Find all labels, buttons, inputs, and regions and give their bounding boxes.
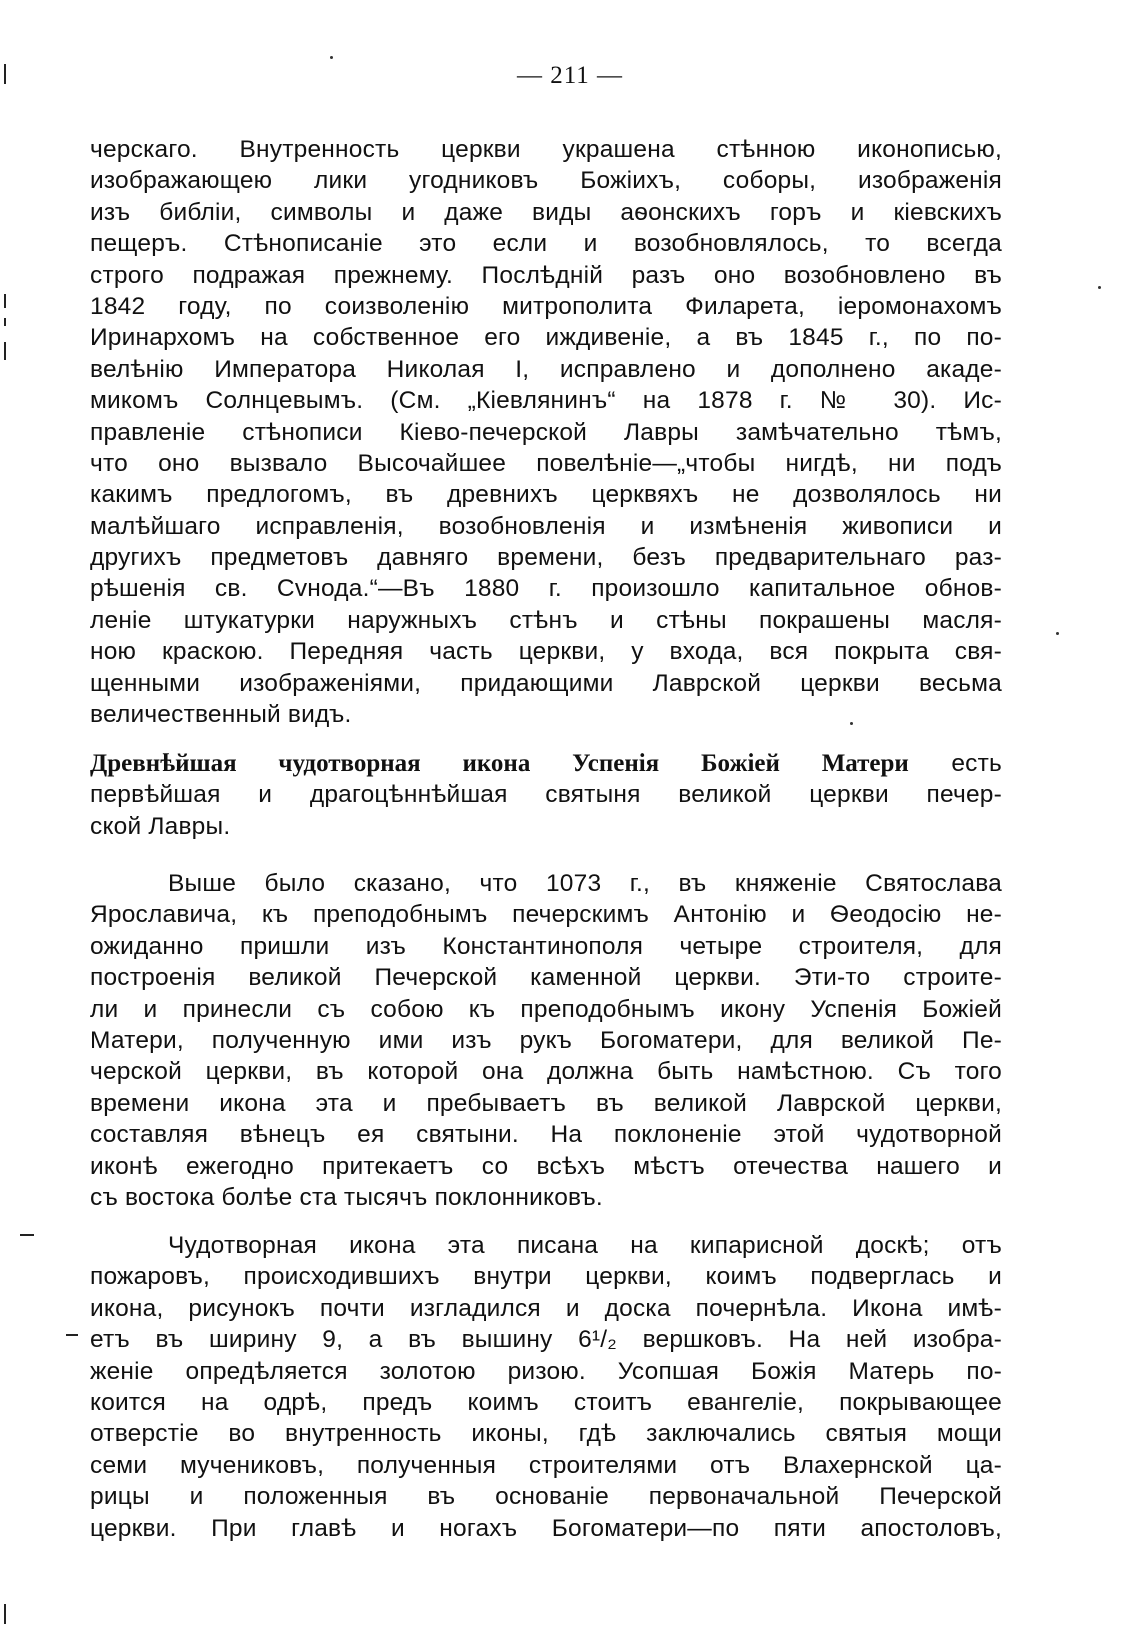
text-line: етъ въ ширину 9, а въ вышину 6¹/₂ вершковъ. На ней изобра- (90, 1326, 1002, 1354)
text-line: коится на одрѣ, предъ коимъ стоитъ евангеліе, покрывающее (90, 1388, 1002, 1416)
text-line: другихъ предметовъ давняго времени, безъ предварительнаго раз- (90, 544, 1002, 572)
scan-dot (1098, 286, 1101, 289)
scan-mark (4, 64, 6, 84)
text-line: рѣшенія св. Сvнода.“—Въ 1880 г. произошло капитальное обнов- (90, 575, 1002, 603)
text-line: ской Лавры. (90, 812, 231, 840)
text-line: пожаровъ, происходившихъ внутри церкви, коимъ подверглась и (90, 1263, 1002, 1291)
text-line: велѣнію Императора Николая I, исправлено и дополнено акаде- (90, 355, 1002, 383)
paragraph-1 (90, 134, 1002, 730)
text-line: семи мучениковъ, полученныя строителями отъ Влахернской ца- (90, 1451, 1002, 1479)
scan-mark (4, 294, 6, 308)
text-line: ожиданно пришли изъ Константинополя четыре строителя, для (90, 932, 1002, 960)
text-line: микомъ Солнцевымъ. (См. „Кіевлянинъ“ на 1878 г. № 30). Ис- (90, 387, 1002, 415)
text-line: изображающею лики угодниковъ Божіихъ, соборы, изображенія (90, 167, 1002, 195)
text-line: черскаго. Внутренность церкви украшена стѣнною иконописью, (90, 136, 1002, 163)
text-line: малѣйшаго исправленія, возобновленія и измѣненія живописи и (90, 512, 1002, 540)
heading-continuation: есть (908, 750, 1003, 777)
text-line: иконѣ ежегодно притекаетъ со всѣхъ мѣстъ отечества нашего и (90, 1152, 1002, 1180)
scan-mark (4, 318, 6, 326)
scan-dot (850, 722, 853, 725)
scan-mark (20, 1234, 34, 1236)
text-line: изъ библіи, символы и даже виды аѳонскихъ горъ и кіевскихъ (90, 198, 1002, 226)
text-line: рицы и положенныя въ основаніе первоначальной Печерской (90, 1483, 1002, 1511)
text-line: построенія великой Печерской каменной церкви. Эти-то строите- (90, 964, 1002, 992)
text-line: Иринархомъ на собственное его иждивеніе, а въ 1845 г., по по- (90, 324, 1002, 352)
text-line: икона, рисунокъ почти изгладился и доска почернѣла. Икона имѣ- (90, 1294, 1002, 1322)
text-line: ною краскою. Передняя часть церкви, у входа, вся покрыта свя- (90, 638, 1002, 666)
text-line (90, 748, 1002, 779)
text-line: отверстіе во внутренность иконы, гдѣ заключались святыя мощи (90, 1420, 1002, 1448)
paragraph-3 (90, 868, 1002, 1213)
text-line: строго подражая прежнему. Послѣдній разъ оно возобновлено въ (90, 261, 1002, 289)
text-line: времени икона эта и пребываетъ въ великой Лаврской церкви, (90, 1089, 1002, 1117)
text-line: Чудотворная икона эта писана на кипарисной доскѣ; отъ (168, 1232, 1002, 1259)
text-line: церкви. При главѣ и ногахъ Богоматери—по пяти апостоловъ, (90, 1514, 1002, 1542)
text-line: какимъ предлогомъ, въ древнихъ церквяхъ не дозволялось ни (90, 481, 1002, 509)
text-line: пещеръ. Стѣнописаніе это если и возобновлялось, то всегда (90, 230, 1002, 258)
scan-dot (330, 56, 333, 59)
text-line: правленіе стѣнописи Кіево-печерской Лавры замѣчательно тѣмъ, (90, 418, 1002, 446)
text-line: леніе штукатурки наружныхъ стѣнъ и стѣны покрашены масля- (90, 606, 1002, 634)
text-line: съ востока болѣе ста тысячъ поклонниковъ. (90, 1183, 603, 1211)
text-line: женіе опредѣляется золотою ризою. Усопшая Божія Матерь по- (90, 1357, 1002, 1385)
page-number: — 211 — (516, 62, 624, 89)
paragraph-2 (90, 748, 1002, 842)
scan-mark (4, 342, 6, 360)
scan-dot (1056, 632, 1059, 635)
text-line: Ярославича, къ преподобнымъ печерскимъ Антонію и Ѳеодосію не- (90, 901, 1002, 929)
text-line: составляя вѣнецъ ея святыни. На поклоненіе этой чудотворной (90, 1121, 1002, 1149)
text-line: первѣйшая и драгоцѣннѣйшая святыня великой церкви печер- (90, 781, 1002, 809)
icon-heading: Древнѣйшая чудотворная икона Успенія Божіей Матери (90, 750, 909, 777)
text-line: величественный видъ. (90, 701, 352, 729)
text-line: Матери, полученную ими изъ рукъ Богоматери, для великой Пе- (90, 1026, 1002, 1054)
paragraph-4 (90, 1230, 1002, 1544)
scan-mark (66, 1334, 78, 1336)
text-line: ли и принесли съ собою къ преподобнымъ икону Успенія Божіей (90, 995, 1002, 1023)
text-line: черской церкви, въ которой она должна быть намѣстною. Съ того (90, 1058, 1002, 1086)
text-line: что оно вызвало Высочайшее повелѣніе—„чтобы нигдѣ, ни подъ (90, 449, 1002, 477)
text-line: Выше было сказано, что 1073 г., въ княженіе Святослава (168, 870, 1002, 897)
text-line: щенными изображеніями, придающими Лаврской церкви весьма (90, 669, 1002, 697)
text-line: 1842 году, по соизволенію митрополита Филарета, іеромонахомъ (90, 292, 1002, 320)
scan-mark (4, 1604, 6, 1624)
